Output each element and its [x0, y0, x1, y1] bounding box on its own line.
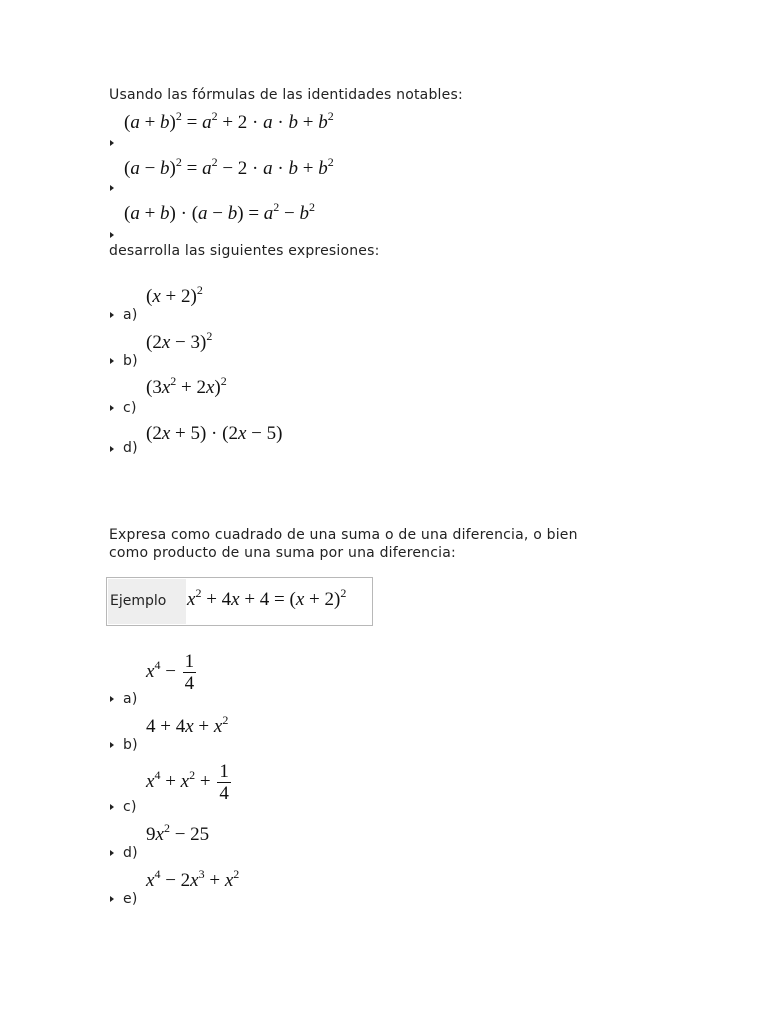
section2-instruction-line2: como producto de una suma por una diferencia: [109, 545, 456, 561]
exercise1-d-expression: (2x + 5) · (2x − 5) [146, 423, 283, 444]
exercise2-a-label: a) [123, 691, 138, 707]
bullet-icon [110, 312, 114, 318]
exercise2-d-label: d) [123, 845, 138, 861]
bullet-icon [110, 232, 114, 238]
intro-text: Usando las fórmulas de las identidades notables: [109, 87, 463, 103]
bullet-icon [110, 405, 114, 411]
exercise1-b-expression: $(2x - 3)^2$ [146, 329, 213, 353]
exercise1-a-label: a) [123, 307, 138, 323]
section2-instruction-line1: Expresa como cuadrado de una suma o de una diferencia, o bien [109, 527, 578, 543]
example-label: Ejemplo [108, 579, 186, 624]
example-expression: $x^2 + 4x + 4 = (x + 2)^2$ [187, 586, 347, 610]
bullet-icon [110, 896, 114, 902]
bullet-icon [110, 804, 114, 810]
exercise2-e-label: e) [123, 891, 138, 907]
bullet-icon [110, 358, 114, 364]
bullet-icon [110, 742, 114, 748]
identity-square-sum: $(a + b)^2 = a^2 + 2 \cdot a \cdot b + b^2$ [124, 109, 334, 133]
exercise2-e-expression: $x^4 - 2x^3 + x^2$ [146, 867, 240, 891]
exercise2-c-expression: $x^4 + x^2$ + $\frac{1}{4}$ [146, 761, 229, 804]
exercise1-c-label: c) [123, 400, 137, 416]
exercise2-c-label: c) [123, 799, 137, 815]
bullet-icon [110, 446, 114, 452]
bullet-icon [110, 185, 114, 191]
exercise1-d-label: d) [123, 440, 138, 456]
example-box [106, 577, 373, 626]
identity-sum-by-difference: $(a + b) \cdot (a - b) = a^2 - b^2$ [124, 200, 316, 224]
exercise1-b-label: b) [123, 353, 138, 369]
identity-square-difference: $(a - b)^2 = a^2 - 2 \cdot a \cdot b + b^2$ [124, 155, 334, 179]
exercise1-c-expression: $(3x^2 + 2x)^2$ [146, 374, 227, 398]
instruction-develop: desarrolla las siguientes expresiones: [109, 243, 380, 259]
bullet-icon [110, 696, 114, 702]
exercise2-b-expression: $4 + 4x + x^2$ [146, 713, 229, 737]
bullet-icon [110, 140, 114, 146]
bullet-icon [110, 850, 114, 856]
exercise2-a-expression: $x^4$ − $\frac{1}{4}$ [146, 651, 195, 694]
exercise1-a-expression: $(x + 2)^2$ [146, 283, 203, 307]
exercise2-d-expression: $9x^2 - 25$ [146, 821, 210, 845]
exercise2-b-label: b) [123, 737, 138, 753]
